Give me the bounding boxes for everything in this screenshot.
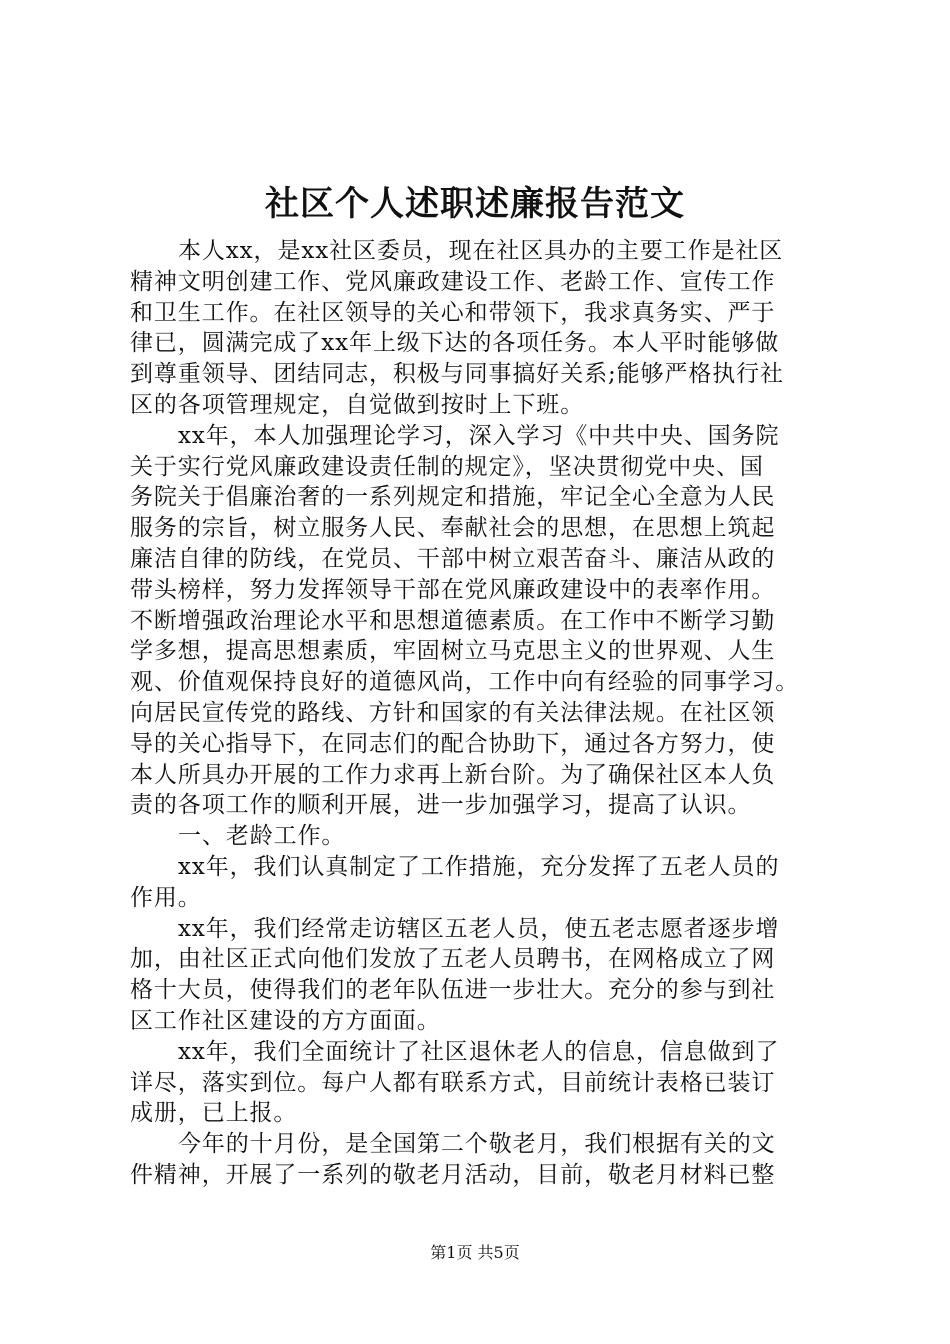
page-footer: 第1页 共5页 (430, 1243, 520, 1262)
text-line: 格十大员，使得我们的老年队伍进一步壮大。充分的参与到社 (130, 977, 776, 1004)
text-line: 加，由社区正式向他们发放了五老人员聘书，在网格成立了网 (130, 946, 776, 973)
document-body (130, 236, 840, 1191)
text-line: xx年，本人加强理论学习，深入学习《中共中央、国务院 (178, 422, 780, 449)
text-line: 详尽，落实到位。每户人都有联系方式，目前统计表格已装订 (130, 1069, 776, 1096)
text-line: 成册，已上报。 (130, 1100, 298, 1127)
text-line: 服务的宗旨，树立服务人民、奉献社会的思想，在思想上筑起 (130, 515, 776, 542)
text-line: 廉洁自律的防线，在党员、干部中树立艰苦奋斗、廉洁从政的 (130, 545, 776, 572)
text-line: 责的各项工作的顺利开展，进一步加强学习，提高了认识。 (130, 792, 752, 819)
text-line: 导的关心指导下，在同志们的配合协助下，通过各方努力，使 (130, 730, 776, 757)
text-line: 带头榜样，努力发挥领导干部在党风廉政建设中的表率作用。 (130, 576, 776, 603)
text-line: 向居民宣传党的路线、方针和国家的有关法律法规。在社区领 (130, 699, 776, 726)
text-line: xx年，我们认真制定了工作措施，充分发挥了五老人员的 (178, 853, 780, 880)
text-line: 本人xx，是xx社区委员，现在社区具办的主要工作是社区 (178, 238, 784, 264)
text-line: 本人所具办开展的工作力求再上新台阶。为了确保社区本人负 (130, 761, 776, 788)
text-line: 到尊重领导、团结同志，积极与同事搞好关系;能够严格执行社 (130, 361, 784, 388)
text-line: xx年，我们经常走访辖区五老人员，使五老志愿者逐步增 (178, 915, 780, 942)
text-line: 区工作社区建设的方方面面。 (130, 1007, 441, 1034)
text-line: 和卫生工作。在社区领导的关心和带领下，我求真务实、严于 (130, 299, 776, 326)
text-line: 关于实行党风廉政建设责任制的规定》，坚决贯彻党中央、国 (130, 453, 764, 480)
text-line: 区的各项管理规定，自觉做到按时上下班。 (130, 391, 585, 418)
text-line: 件精神，开展了一系列的敬老月活动，目前，敬老月材料已整 (130, 1161, 776, 1188)
text-line: 精神文明创建工作、党风廉政建设工作、老龄工作、宣传工作 (130, 268, 776, 295)
text-line: xx年，我们全面统计了社区退休老人的信息，信息做到了 (178, 1038, 780, 1065)
text-line: 学多想，提高思想素质，牢固树立马克思主义的世界观、人生 (130, 638, 776, 665)
text-line: 不断增强政治理论水平和思想道德素质。在工作中不断学习勤 (130, 607, 776, 634)
text-line: 一、老龄工作。 (178, 823, 346, 850)
text-line: 作用。 (130, 884, 202, 911)
text-line: 今年的十月份，是全国第二个敬老月，我们根据有关的文 (178, 1131, 776, 1158)
text-line: 律已，圆满完成了xx年上级下达的各项任务。本人平时能够做 (130, 330, 780, 357)
text-line: 务院关于倡廉治奢的一系列规定和措施，牢记全心全意为人民 (130, 484, 776, 511)
document-title: 社区个人述职述廉报告范文 (265, 184, 685, 224)
text-line: 观、价值观保持良好的道德风尚，工作中向有经验的同事学习。 (130, 669, 800, 696)
